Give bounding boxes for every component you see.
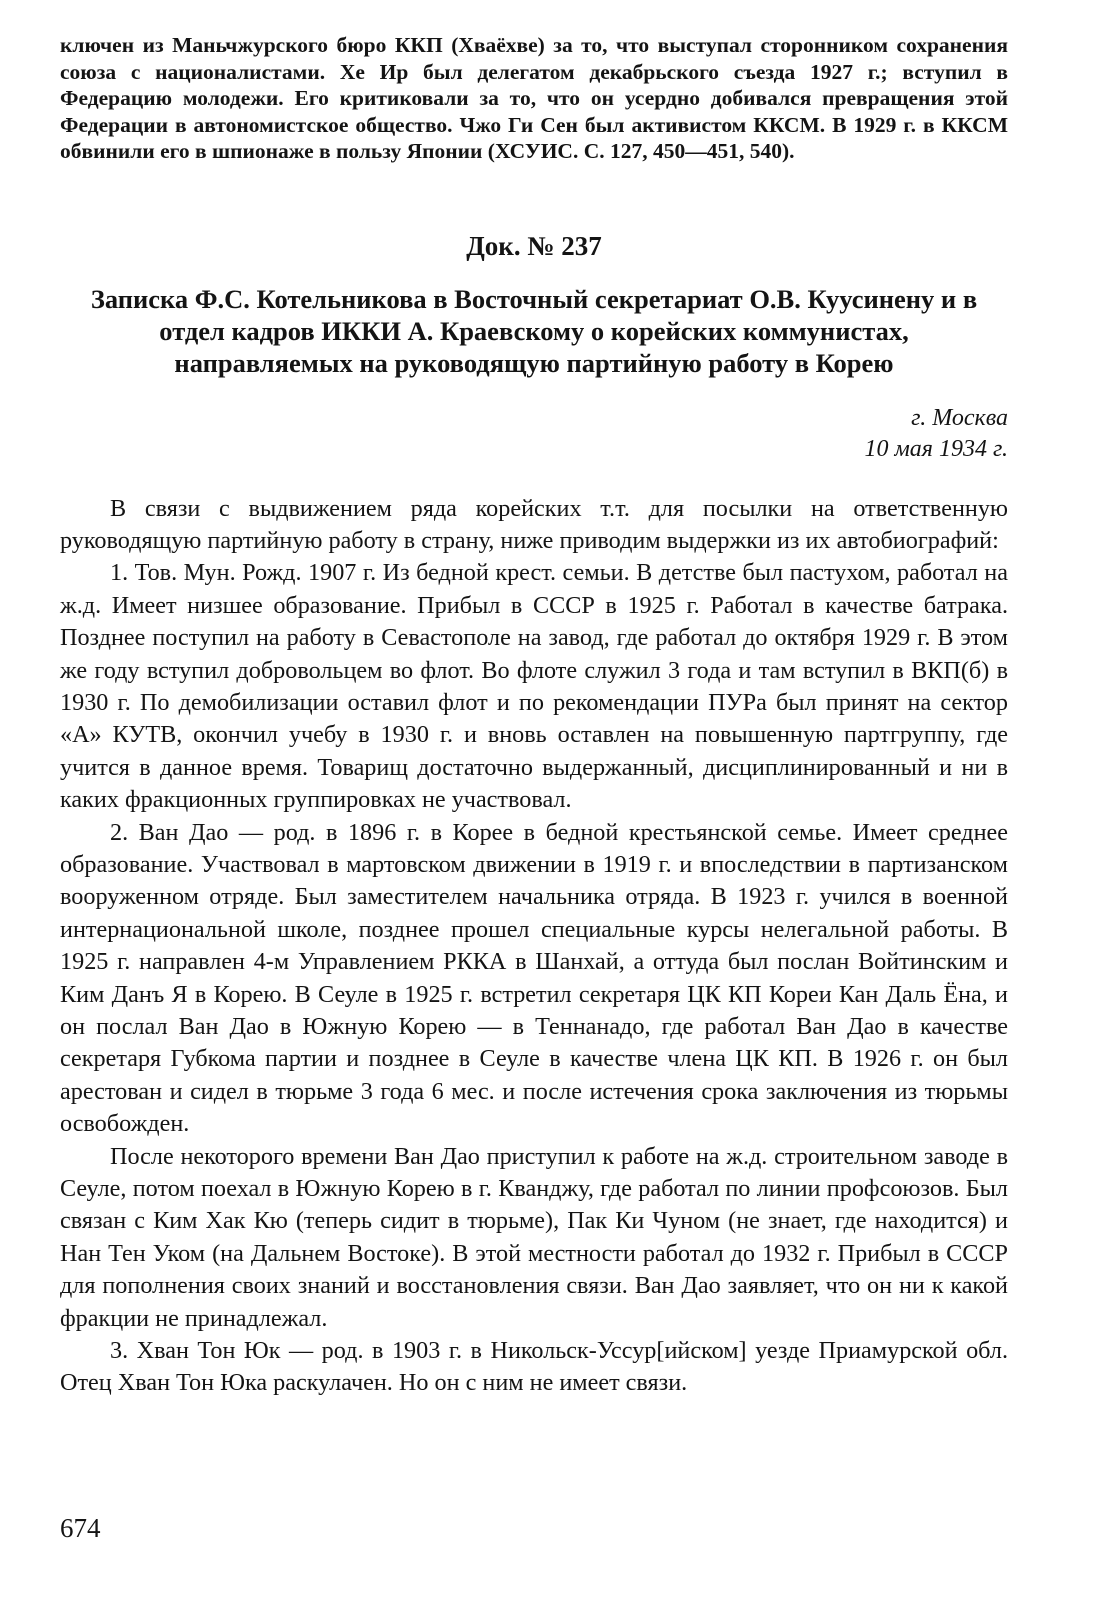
paragraph: После некоторого времени Ван Дао приступил к работе на ж.д. строительном заводе в Сеуле, потом поехал в Южную Корею в г. Кванджу, где работал по линии профсоюзов. Был связан с Ким Хак Кю (теперь сидит в тюрьме), Пак Ки Чуном (не знает, где находится) и Нан Тен Уком (на Дальнем Востоке). В этой местности работал до 1932 г. Прибыл в СССР для пополнения своих знаний и восстановления связи. Ван Дао заявляет, что он ни к какой фракции не принадлежал.: [60, 1142, 1008, 1332]
paragraph: 1. Тов. Мун. Рожд. 1907 г. Из бедной крест. семьи. В детстве был пастухом, работал на ж.д. Имеет низшее образование. Прибыл в СССР в 1925 г. Работал в качестве батрака. Позднее поступил на работу в Севастополе на завод, где работал до октября 1929 г. В этом же году вступил добровольцем во флот. Во флоте служил 3 года и там вступил в ВКП(б) в 1930 г. По демобилизации оставил флот и по рекомендации ПУРа был принят на сектор «А» КУТВ, окончил учебу в 1930 г. и вновь оставлен на повышенную партгруппу, где учится в данное время. Товарищ достаточно выдержанный, дисциплинированный и ни в каких фракционных группировках не участвовал.: [60, 559, 1008, 814]
document-place: г. Москва: [911, 404, 1008, 431]
document-number: Док. № 237: [466, 230, 602, 261]
paragraph: В связи с выдвижением ряда корейских т.т. для посылки на ответственную руководящую партийную работу в страну, ниже приводим выдержки из их автобиографий:: [60, 494, 1008, 554]
paragraph: 2. Ван Дао — род. в 1896 г. в Корее в бедной крестьянской семье. Имеет среднее образование. Участвовал в мартовском движении в 1919 г. и впоследствии в партизанском вооруженном отряде. Был заместителем начальника отряда. В 1923 г. учился в военной интернациональной школе, позднее прошел специальные курсы нелегальной работы. В 1925 г. направлен 4-м Управлением РККА в Шанхай, а оттуда был послан Войтинским и Ким Данъ Я в Корею. В Сеуле в 1925 г. встретил секретаря ЦК КП Кореи Кан Даль Ёна, и он послал Ван Дао в Южную Корею — в Теннанадо, где работал Ван Дао в качестве секретаря Губкома партии и позднее в Сеуле в качестве члена ЦК КП. В 1926 г. он был арестован и сидел в тюрьме 3 года 6 мес. и после истечения срока заключения из тюрьмы освобожден.: [60, 818, 1008, 1138]
document-page: [60, 32, 1008, 1400]
document-title: Записка Ф.С. Котельникова в Восточный секретариат О.В. Куусинену и в отдел кадров ИККИ А. Краевскому о корейских коммунистах, направляемых на руководящую партийную работу в Корею: [90, 283, 978, 378]
document-body: [60, 493, 1008, 1400]
paragraph: 3. Хван Тон Юк — род. в 1903 г. в Никольск-Уссур[ийском] уезде Приамурской обл. Отец Хван Тон Юка раскулачен. Но он с ним не имеет связи.: [60, 1337, 1008, 1397]
footnote-text: ключен из Маньчжурского бюро ККП (Хваёхве) за то, что выступал сторонником сохранения союза с националистами. Хе Ир был делегатом декабрьского съезда 1927 г.; вступил в Федерацию молодежи. Его критиковали за то, что он усердно добивался превращения этой Федерации в автономистское общество. Чжо Ги Сен был активистом ККСМ. В 1929 г. в ККСМ обвинили его в шпионаже в пользу Японии (ХСУИС. С. 127, 450—451, 540).: [60, 33, 1008, 163]
place-date-block: [60, 403, 1008, 465]
page-number: 674: [60, 1513, 101, 1543]
document-date: 10 мая 1934 г.: [864, 435, 1008, 462]
